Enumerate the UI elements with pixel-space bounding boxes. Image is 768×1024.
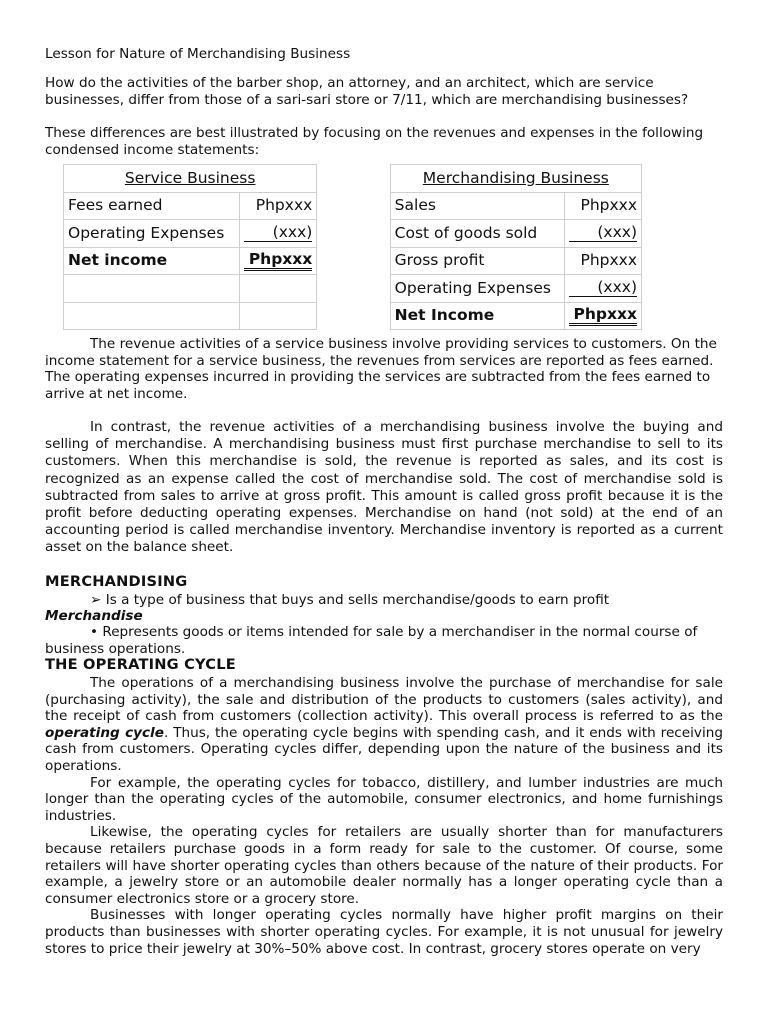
dot-bullet-icon: •: [90, 624, 99, 640]
arrow-bullet-icon: ➢: [90, 592, 102, 608]
intro-statement: These differences are best illustrated by focusing on the revenues and expenses in the following condensed income statements:: [45, 125, 704, 158]
merch-label: Sales: [390, 192, 564, 220]
table-row: [64, 275, 642, 303]
merchandise-definition: • Represents goods or items intended for sale by a merchandiser in the normal course of business operations.: [45, 624, 698, 657]
operating-cycle-term: operating cycle: [45, 724, 164, 741]
service-business-header: Service Business: [64, 165, 317, 193]
table-row: [64, 220, 642, 248]
income-statement-table: [63, 164, 642, 330]
lesson-title: Lesson for Nature of Merchandising Business: [45, 46, 351, 62]
operating-paragraph-4: Businesses with longer operating cycles normally have higher profit margins on their products than businesses with shorter operating cycles. For example, it is not unusual for jewelry stores to price their jewelry at 30%–50% above cost. In contrast, grocery stores operate on very: [45, 907, 723, 957]
merch-amount: Phpxxx: [564, 192, 641, 220]
service-amount: Phpxxx: [239, 192, 316, 220]
paragraph-service: The revenue activities of a service business involve providing services to customers. On the income statement for a service business, the revenues from services are reported as fees earned. The operating expenses incurred in providing the services are subtracted from the fees earned to arrive at net income.: [45, 336, 717, 402]
service-label: Net income: [64, 247, 240, 275]
merch-amount: (xxx): [564, 220, 641, 248]
service-amount: Phpxxx: [239, 247, 316, 275]
merchandise-term: Merchandise: [45, 608, 143, 624]
service-label: Fees earned: [64, 192, 240, 220]
paragraph-merchandising: In contrast, the revenue activities of a merchandising business involve the buying and selling of merchandise. A merchandising business must first purchase merchandise to sell to its customers. When this merchandise is sold, the revenue is reported as sales, and its cost is recognized as an expense called the cost of merchandise sold. The cost of merchandise sold is subtracted from sales to arrive at gross profit. This amount is called gross profit because it is the profit before deducting operating expenses. Merchandise on hand (not sold) at the end of an accounting period is called merchandise inventory. Merchandise inventory is reported as a current asset on the balance sheet.: [45, 419, 723, 556]
intro-question: How do the activities of the barber shop, an attorney, and an architect, which are service businesses, differ from those of a sari-sari store or 7/11, which are merchandising businesses?: [45, 75, 689, 108]
merchandising-business-header: Merchandising Business: [390, 165, 641, 193]
table-row: [64, 247, 642, 275]
merch-label: Gross profit: [390, 247, 564, 275]
merch-label: Cost of goods sold: [390, 220, 564, 248]
merch-label: Net Income: [390, 302, 564, 330]
table-row: [64, 192, 642, 220]
operating-paragraph-3: Likewise, the operating cycles for retailers are usually shorter than for manufacturers because retailers purchase goods in a form ready for sale to the customer. Of course, some retailers will have shorter operating cycles than others because of the nature of their products. For example, a jewelry store or an automobile dealer normally has a longer operating cycle than a consumer electronics store or a grocery store.: [45, 824, 723, 907]
merch-amount: Phpxxx: [564, 247, 641, 275]
service-label: Operating Expenses: [64, 220, 240, 248]
table-row: [64, 302, 642, 330]
table-header-row: [64, 165, 642, 193]
service-amount: (xxx): [239, 220, 316, 248]
operating-cycle-heading: THE OPERATING CYCLE: [45, 656, 236, 673]
merch-amount: Phpxxx: [564, 302, 641, 330]
merchandising-heading: MERCHANDISING: [45, 573, 188, 590]
merchandising-definition: ➢ Is a type of business that buys and sells merchandise/goods to earn profit: [90, 592, 610, 608]
operating-cycle-section: [45, 675, 723, 957]
operating-paragraph-1: The operations of a merchandising business involve the purchase of merchandise for sale (purchasing activity), the sale and distribution of the products to customers (sales activity), and the receipt of cash from customers (collection activity). This overall process is referred to as the operating cycle. Thus, the operating cycle begins with spending cash, and it ends with receiving cash from customers. Operating cycles differ, depending upon the nature of the business and its operations.: [45, 675, 723, 774]
merch-amount: (xxx): [564, 275, 641, 303]
merch-label: Operating Expenses: [390, 275, 564, 303]
operating-paragraph-2: For example, the operating cycles for tobacco, distillery, and lumber industries are much longer than the operating cycles of the automobile, consumer electronics, and home furnishings industries.: [45, 774, 723, 824]
